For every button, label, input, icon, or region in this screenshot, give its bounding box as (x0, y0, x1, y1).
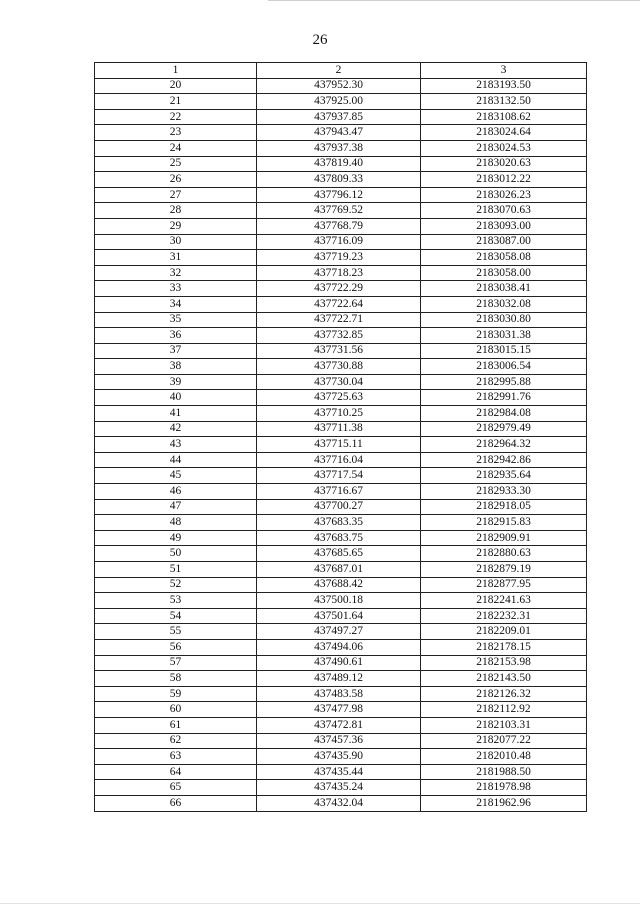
x-coordinate-cell: 437457.36 (257, 733, 421, 749)
y-coordinate-cell: 2182880.63 (421, 546, 587, 562)
x-coordinate-cell: 437494.06 (257, 639, 421, 655)
x-coordinate-cell: 437769.52 (257, 203, 421, 219)
table-body (95, 78, 587, 811)
x-coordinate-cell: 437716.67 (257, 484, 421, 500)
table-row (95, 359, 587, 375)
x-coordinate-cell: 437937.85 (257, 109, 421, 125)
point-number-cell: 37 (95, 343, 257, 359)
y-coordinate-cell: 2183087.00 (421, 234, 587, 250)
table-row (95, 156, 587, 172)
x-coordinate-cell: 437497.27 (257, 624, 421, 640)
y-coordinate-cell: 2183058.08 (421, 250, 587, 266)
point-number-cell: 33 (95, 281, 257, 297)
table-row (95, 281, 587, 297)
x-coordinate-cell: 437435.44 (257, 764, 421, 780)
point-number-cell: 56 (95, 639, 257, 655)
table-row (95, 702, 587, 718)
y-coordinate-cell: 2183006.54 (421, 359, 587, 375)
y-coordinate-cell: 2182077.22 (421, 733, 587, 749)
y-coordinate-cell: 2182979.49 (421, 421, 587, 437)
y-coordinate-cell: 2183024.64 (421, 125, 587, 141)
point-number-cell: 41 (95, 406, 257, 422)
y-coordinate-cell: 2181978.98 (421, 780, 587, 796)
x-coordinate-cell: 437717.54 (257, 468, 421, 484)
y-coordinate-cell: 2181988.50 (421, 764, 587, 780)
x-coordinate-cell: 437483.58 (257, 686, 421, 702)
x-coordinate-cell: 437722.71 (257, 312, 421, 328)
point-number-cell: 29 (95, 218, 257, 234)
y-coordinate-cell: 2182232.31 (421, 608, 587, 624)
y-coordinate-cell: 2182933.30 (421, 484, 587, 500)
x-coordinate-cell: 437711.38 (257, 421, 421, 437)
table-row (95, 608, 587, 624)
point-number-cell: 36 (95, 328, 257, 344)
column-header-x: 2 (257, 63, 421, 79)
point-number-cell: 39 (95, 374, 257, 390)
table-row (95, 421, 587, 437)
y-coordinate-cell: 2182942.86 (421, 452, 587, 468)
point-number-cell: 22 (95, 109, 257, 125)
table-row (95, 94, 587, 110)
point-number-cell: 26 (95, 172, 257, 188)
x-coordinate-cell: 437722.64 (257, 296, 421, 312)
x-coordinate-cell: 437718.23 (257, 265, 421, 281)
x-coordinate-cell: 437809.33 (257, 172, 421, 188)
point-number-cell: 21 (95, 94, 257, 110)
point-number-cell: 27 (95, 187, 257, 203)
table-row (95, 686, 587, 702)
x-coordinate-cell: 437477.98 (257, 702, 421, 718)
table-row (95, 749, 587, 765)
y-coordinate-cell: 2182995.88 (421, 374, 587, 390)
column-header-point: 1 (95, 63, 257, 79)
table-row (95, 234, 587, 250)
x-coordinate-cell: 437730.88 (257, 359, 421, 375)
y-coordinate-cell: 2183030.80 (421, 312, 587, 328)
table-row (95, 795, 587, 811)
table-row (95, 499, 587, 515)
x-coordinate-cell: 437716.09 (257, 234, 421, 250)
y-coordinate-cell: 2182143.50 (421, 671, 587, 687)
table-row (95, 671, 587, 687)
y-coordinate-cell: 2183026.23 (421, 187, 587, 203)
y-coordinate-cell: 2183031.38 (421, 328, 587, 344)
table-row (95, 468, 587, 484)
x-coordinate-cell: 437700.27 (257, 499, 421, 515)
table-row (95, 390, 587, 406)
y-coordinate-cell: 2183038.41 (421, 281, 587, 297)
point-number-cell: 28 (95, 203, 257, 219)
x-coordinate-cell: 437501.64 (257, 608, 421, 624)
table-row (95, 437, 587, 453)
y-coordinate-cell: 2182112.92 (421, 702, 587, 718)
x-coordinate-cell: 437435.90 (257, 749, 421, 765)
x-coordinate-cell: 437925.00 (257, 94, 421, 110)
table-row (95, 172, 587, 188)
table-row (95, 109, 587, 125)
y-coordinate-cell: 2182126.32 (421, 686, 587, 702)
y-coordinate-cell: 2182935.64 (421, 468, 587, 484)
table-row (95, 639, 587, 655)
x-coordinate-cell: 437730.04 (257, 374, 421, 390)
table-row (95, 764, 587, 780)
point-number-cell: 52 (95, 577, 257, 593)
scan-edge-line (268, 0, 640, 1)
table-row (95, 452, 587, 468)
x-coordinate-cell: 437500.18 (257, 593, 421, 609)
table-row (95, 312, 587, 328)
point-number-cell: 66 (95, 795, 257, 811)
y-coordinate-cell: 2182879.19 (421, 562, 587, 578)
y-coordinate-cell: 2182178.15 (421, 639, 587, 655)
point-number-cell: 44 (95, 452, 257, 468)
table-row (95, 655, 587, 671)
point-number-cell: 51 (95, 562, 257, 578)
x-coordinate-cell: 437719.23 (257, 250, 421, 266)
point-number-cell: 55 (95, 624, 257, 640)
point-number-cell: 63 (95, 749, 257, 765)
y-coordinate-cell: 2182918.05 (421, 499, 587, 515)
point-number-cell: 58 (95, 671, 257, 687)
y-coordinate-cell: 2182103.31 (421, 717, 587, 733)
table-row (95, 218, 587, 234)
table-row (95, 780, 587, 796)
table-row (95, 343, 587, 359)
y-coordinate-cell: 2183024.53 (421, 140, 587, 156)
x-coordinate-cell: 437685.65 (257, 546, 421, 562)
table-row (95, 265, 587, 281)
y-coordinate-cell: 2183093.00 (421, 218, 587, 234)
point-number-cell: 31 (95, 250, 257, 266)
x-coordinate-cell: 437943.47 (257, 125, 421, 141)
table-row (95, 250, 587, 266)
x-coordinate-cell: 437683.75 (257, 530, 421, 546)
y-coordinate-cell: 2182010.48 (421, 749, 587, 765)
point-number-cell: 57 (95, 655, 257, 671)
table-row (95, 484, 587, 500)
x-coordinate-cell: 437952.30 (257, 78, 421, 94)
point-number-cell: 54 (95, 608, 257, 624)
x-coordinate-cell: 437819.40 (257, 156, 421, 172)
point-number-cell: 60 (95, 702, 257, 718)
y-coordinate-cell: 2182964.32 (421, 437, 587, 453)
table-row (95, 733, 587, 749)
y-coordinate-cell: 2182915.83 (421, 515, 587, 531)
x-coordinate-cell: 437732.85 (257, 328, 421, 344)
point-number-cell: 45 (95, 468, 257, 484)
y-coordinate-cell: 2183020.63 (421, 156, 587, 172)
point-number-cell: 49 (95, 530, 257, 546)
point-number-cell: 23 (95, 125, 257, 141)
point-number-cell: 20 (95, 78, 257, 94)
table-row (95, 374, 587, 390)
x-coordinate-cell: 437722.29 (257, 281, 421, 297)
point-number-cell: 43 (95, 437, 257, 453)
y-coordinate-cell: 2182984.08 (421, 406, 587, 422)
x-coordinate-cell: 437725.63 (257, 390, 421, 406)
point-number-cell: 34 (95, 296, 257, 312)
y-coordinate-cell: 2183015.15 (421, 343, 587, 359)
table-row (95, 406, 587, 422)
table-row (95, 562, 587, 578)
table-header-row (95, 63, 587, 79)
point-number-cell: 35 (95, 312, 257, 328)
y-coordinate-cell: 2182241.63 (421, 593, 587, 609)
x-coordinate-cell: 437687.01 (257, 562, 421, 578)
point-number-cell: 48 (95, 515, 257, 531)
table-row (95, 203, 587, 219)
x-coordinate-cell: 437716.04 (257, 452, 421, 468)
table-row (95, 530, 587, 546)
x-coordinate-cell: 437688.42 (257, 577, 421, 593)
table-row (95, 515, 587, 531)
x-coordinate-cell: 437710.25 (257, 406, 421, 422)
point-number-cell: 61 (95, 717, 257, 733)
point-number-cell: 64 (95, 764, 257, 780)
point-number-cell: 38 (95, 359, 257, 375)
point-number-cell: 65 (95, 780, 257, 796)
y-coordinate-cell: 2182991.76 (421, 390, 587, 406)
y-coordinate-cell: 2183032.08 (421, 296, 587, 312)
point-number-cell: 46 (95, 484, 257, 500)
table-row (95, 296, 587, 312)
table-row (95, 328, 587, 344)
point-number-cell: 25 (95, 156, 257, 172)
point-number-cell: 53 (95, 593, 257, 609)
point-number-cell: 62 (95, 733, 257, 749)
y-coordinate-cell: 2183132.50 (421, 94, 587, 110)
point-number-cell: 32 (95, 265, 257, 281)
y-coordinate-cell: 2183108.62 (421, 109, 587, 125)
x-coordinate-cell: 437489.12 (257, 671, 421, 687)
x-coordinate-cell: 437435.24 (257, 780, 421, 796)
page-number: 26 (312, 32, 328, 48)
point-number-cell: 24 (95, 140, 257, 156)
y-coordinate-cell: 2183193.50 (421, 78, 587, 94)
y-coordinate-cell: 2182209.01 (421, 624, 587, 640)
x-coordinate-cell: 437796.12 (257, 187, 421, 203)
table-row (95, 140, 587, 156)
table-row (95, 717, 587, 733)
x-coordinate-cell: 437937.38 (257, 140, 421, 156)
table-row (95, 187, 587, 203)
point-number-cell: 40 (95, 390, 257, 406)
y-coordinate-cell: 2182909.91 (421, 530, 587, 546)
column-header-y: 3 (421, 63, 587, 79)
x-coordinate-cell: 437683.35 (257, 515, 421, 531)
point-number-cell: 42 (95, 421, 257, 437)
table-row (95, 78, 587, 94)
point-number-cell: 30 (95, 234, 257, 250)
point-number-cell: 50 (95, 546, 257, 562)
x-coordinate-cell: 437731.56 (257, 343, 421, 359)
y-coordinate-cell: 2183058.00 (421, 265, 587, 281)
table-row (95, 577, 587, 593)
y-coordinate-cell: 2183070.63 (421, 203, 587, 219)
scan-bottom-line (0, 903, 640, 904)
y-coordinate-cell: 2182877.95 (421, 577, 587, 593)
x-coordinate-cell: 437490.61 (257, 655, 421, 671)
table-row (95, 624, 587, 640)
point-number-cell: 47 (95, 499, 257, 515)
coordinates-table (94, 62, 587, 812)
table-row (95, 125, 587, 141)
point-number-cell: 59 (95, 686, 257, 702)
y-coordinate-cell: 2181962.96 (421, 795, 587, 811)
x-coordinate-cell: 437432.04 (257, 795, 421, 811)
x-coordinate-cell: 437768.79 (257, 218, 421, 234)
table-row (95, 593, 587, 609)
x-coordinate-cell: 437715.11 (257, 437, 421, 453)
y-coordinate-cell: 2182153.98 (421, 655, 587, 671)
y-coordinate-cell: 2183012.22 (421, 172, 587, 188)
x-coordinate-cell: 437472.81 (257, 717, 421, 733)
table-row (95, 546, 587, 562)
